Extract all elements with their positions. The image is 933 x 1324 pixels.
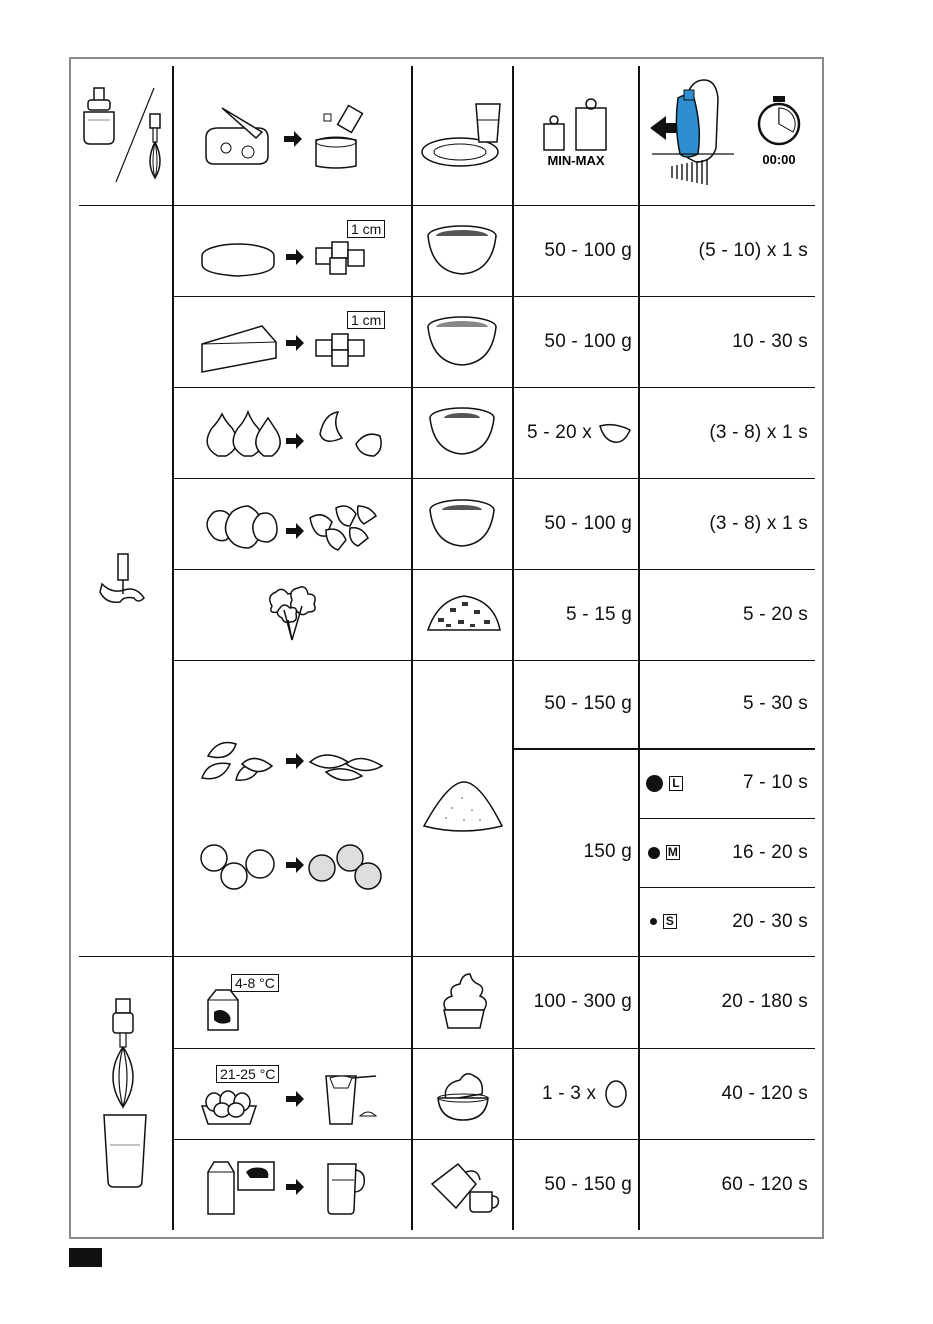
speed-dot-medium xyxy=(648,847,660,859)
blender-speed-timer-icon xyxy=(648,78,810,188)
time-cell: 60 - 120 s xyxy=(721,1174,808,1195)
speed-label: L xyxy=(669,776,683,791)
temperature-tag: 21-25 °C xyxy=(216,1065,279,1083)
chopper-whisk-icon xyxy=(78,80,168,190)
amount-cell: 150 g xyxy=(583,841,632,862)
onion-icon xyxy=(198,494,388,554)
speed-dot-large xyxy=(646,775,663,792)
amount-cell: 50 - 150 g xyxy=(544,1174,632,1195)
chopper-blade-icon xyxy=(98,550,150,614)
bowl-minced-icon xyxy=(424,222,500,278)
weight-label: MIN-MAX xyxy=(547,153,605,168)
speed-indicator xyxy=(648,818,708,887)
time-cell: 16 - 20 s xyxy=(732,841,808,863)
amount-cell xyxy=(512,1048,638,1139)
weights-icon xyxy=(536,98,616,172)
chopped-herbs-icon xyxy=(424,590,504,638)
speed-dot-small xyxy=(650,918,657,925)
plate-glass-icon xyxy=(420,100,504,172)
beaten-egg-white-icon xyxy=(436,1064,492,1124)
chop-food-icon xyxy=(198,100,388,170)
egg-icon xyxy=(604,1079,628,1109)
column-divider xyxy=(411,66,413,1230)
parsley-icon xyxy=(262,586,322,644)
bowl-grated-icon xyxy=(424,313,500,369)
amount-cell: 100 - 300 g xyxy=(533,991,632,1012)
column-divider xyxy=(172,66,174,1230)
bowl-minced-icon xyxy=(426,496,498,550)
temperature-tag: 4-8 °C xyxy=(231,974,279,992)
time-cell: 5 - 20 s xyxy=(743,603,808,625)
bowl-minced-icon xyxy=(426,404,498,458)
eggs-separator-icon xyxy=(198,1070,388,1128)
time-cell: 40 - 120 s xyxy=(721,1082,808,1104)
time-cell: 5 - 30 s xyxy=(743,693,808,714)
amount-cell: 5 - 15 g xyxy=(565,603,632,625)
milk-foam-icon xyxy=(204,1158,392,1218)
pouring-milk-icon xyxy=(426,1158,500,1214)
whipped-cream-icon xyxy=(438,972,490,1032)
whisk-beaker-icon xyxy=(96,995,156,1195)
amount-cell: 50 - 150 g xyxy=(544,693,632,714)
time-cell: 10 - 30 s xyxy=(732,330,808,352)
time-cell: 20 - 180 s xyxy=(721,991,808,1012)
speed-label: S xyxy=(663,914,677,929)
garlic-icon xyxy=(198,404,388,462)
powder-pile-icon xyxy=(422,778,504,834)
almonds-icon xyxy=(198,734,388,788)
size-tag: 1 cm xyxy=(347,311,385,329)
time-cell: (3 - 8) x 1 s xyxy=(709,421,808,443)
time-cell: (3 - 8) x 1 s xyxy=(709,512,808,534)
time-cell: (5 - 10) x 1 s xyxy=(698,239,808,261)
time-cell: 20 - 30 s xyxy=(732,910,808,932)
time-cell: 7 - 10 s xyxy=(743,772,808,793)
amount-cell: 50 - 100 g xyxy=(544,239,632,261)
egg-count: 1 - 3 x xyxy=(542,1082,597,1104)
timer-label: 00:00 xyxy=(762,152,796,167)
speed-indicator xyxy=(646,748,706,818)
amount-cell xyxy=(512,387,638,478)
milk-carton-icon xyxy=(202,986,242,1032)
speed-label: M xyxy=(667,845,679,859)
page-marker xyxy=(69,1248,102,1267)
hazelnuts-icon xyxy=(198,836,388,892)
amount-cell: 50 - 100 g xyxy=(544,512,632,534)
garlic-clove-icon xyxy=(598,420,632,446)
speed-indicator xyxy=(650,887,710,956)
clove-count: 5 - 20 x xyxy=(527,421,592,443)
amount-cell: 50 - 100 g xyxy=(544,330,632,352)
size-tag: 1 cm xyxy=(347,220,385,238)
